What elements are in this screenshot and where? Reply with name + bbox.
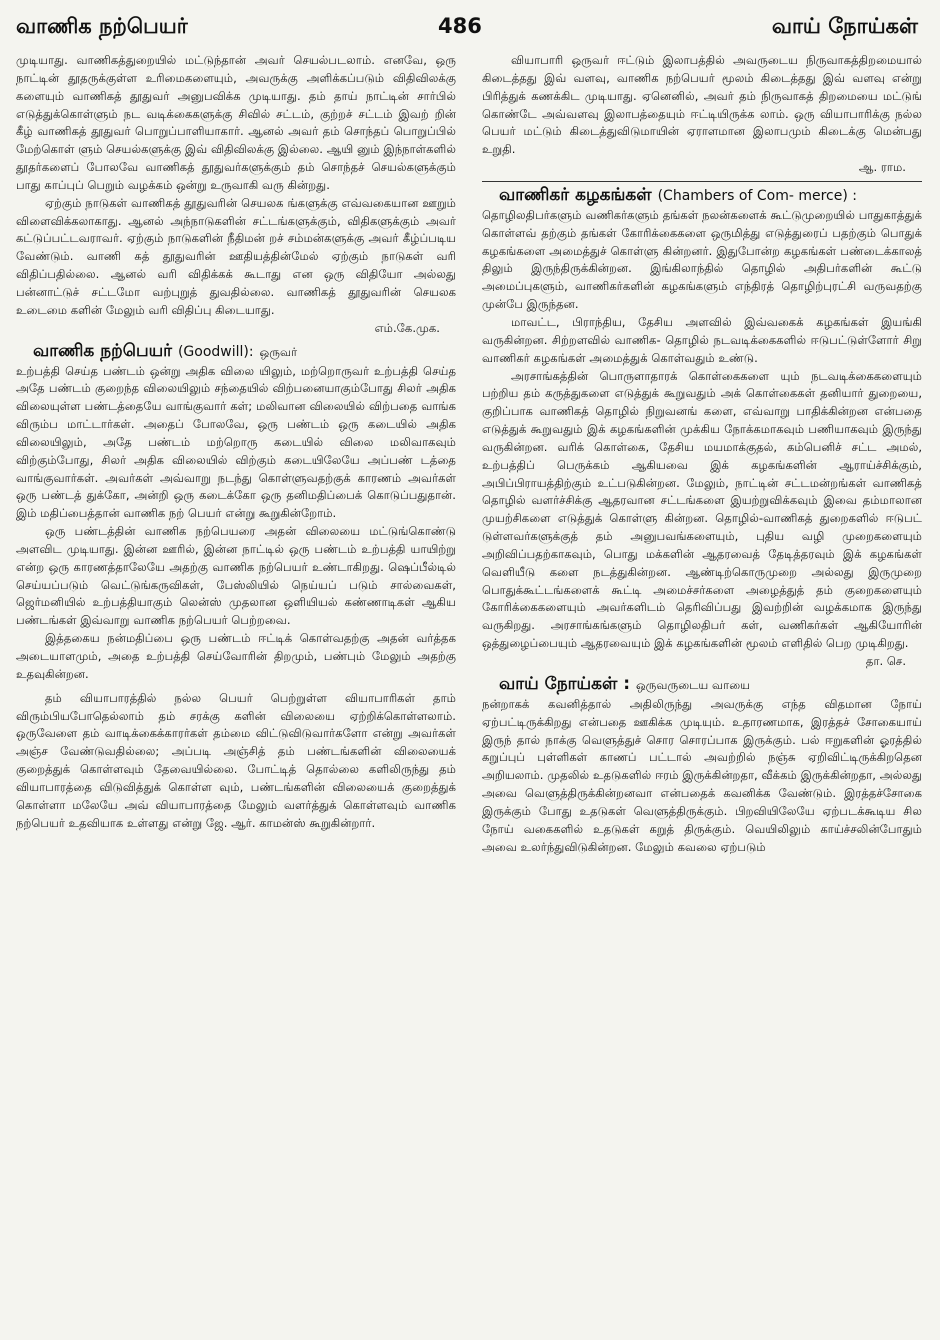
divider bbox=[482, 181, 922, 182]
heading-text: வாணிக நற்பெயர் bbox=[33, 340, 173, 361]
paragraph: நன்றாகக் கவனித்தால் அதிலிருந்து அவருக்கு எந்த விதமான நோய் ஏற்பட்டிருக்கிறது என்பதை ஊகிக்க முடியும். உதாரணமாக, இரத்தச் சோகையாய் இருந் தால் நாக்கு வெளுத்துச் சொர சொரப்பாக இருக்கும். பல் ஈறுகளின் ஓரத்தில் கறுப்புப் புள்ளிகள் காணப் பட்டால் அவற்றில் நஞ்சு ஏறிவிட்டிருக்கிறதென அறியலாம். முதலில் உதடுகளில் ஈரம் இருக்கின்றதா, வீக்கம் இருக்கின்றதா, அல்லது அவை வெளுத்திருக்கின்றனவா என்பதைக் கவனிக்க வேண்டும். இரத்தச்சோகை இருக்கும் போது உதடுகள் வெளுத்திருக்கும். பிறவியிலேயே ஏற்படக்கூடிய சில நோய் வகைகளில் உதடுகள் கறுத் திருக்கும். வெயிலிலும் காய்ச்சலின்போதும் அவை உலர்ந்துவிடுகின்றன. மேலும் கவலை ஏற்படும் bbox=[482, 696, 922, 854]
heading-english: (Chambers of Com- merce) : bbox=[657, 187, 857, 204]
entry-heading-chambers bbox=[482, 184, 922, 207]
author-initials: தா. செ. bbox=[865, 654, 906, 668]
heading-text: வாய் நோய்கள் : bbox=[499, 673, 631, 694]
paragraph: உற்பத்தி செய்த பண்டம் ஒன்று அதிக விலை யிலும், மற்றொருவர் உற்பத்தி செய்த அதே பண்டம் குறைந்த விலையிலும் சந்தையில் விற்பனையாகும்போது சிலர் அதிக விலையுள்ள பண்டத்தையே வாங்குவார் கள்; மலிவான விலையில் விற்பதை வாங்க விரும்ப மாட்டார்கள். அதைப் போலவே, ஒரு பண்டம் ஒரு கடையில் அதிக விலையிலும், அதே பண்டம் மற்றொரு கடையில் விலை மலிவாகவும் விற்கும்போது, சிலர் அதிக விலையில் விற்கும் கடையிலேயே அப்பண் டத்தை வாங்குவார்கள். அவர்கள் அவ்வாறு நடந்து கொள்ளுவதற்குக் காரணம் அவர்கள் ஒரு பண்டத் துக்கோ, அன்றி ஒரு கடைக்கோ ஒரு தனிமதிப்பைக் கொடுப்பதுதான். இம் மதிப்பைத்தான் வாணிக நற் பெயர் என்று கூறுகின்றோம். bbox=[16, 363, 456, 521]
entry-heading-mouth-diseases bbox=[482, 673, 922, 696]
paragraph: ஒரு பண்டத்தின் வாணிக நற்பெயரை அதன் விலையை மட்டுங்கொண்டு அளவிட முடியாது. இன்ன ஊரில், இன்ன நாட்டில் ஒரு பண்டம் உற்பத்தி யாயிற்று என்ற ஒரு காரணத்தாலேயே அதற்கு வாணிக நற்பெயர் உண்டாகிறது. ஷெப்பீல்டில் செய்யப்படும் வெட்டுங்கருவிகள், பேஸ்லியில் நெய்யப் படும் சால்வைகள், ஜெர்மனியில் உற்பத்தியாகும் லென்ஸ் முதலான ஒளியியல் கண்ணாடிகள் ஆகிய பண்டங்கள் இவ்வாறு வாணிக நற்பெயர் பெற்றவை. bbox=[16, 524, 456, 628]
right-column bbox=[482, 52, 922, 1332]
heading-text: வாணிகர் கழகங்கள் bbox=[499, 184, 652, 205]
left-column bbox=[16, 52, 456, 1332]
heading-lead-text: ஒருவருடைய வாயை bbox=[635, 677, 751, 692]
heading-english: (Goodwill): bbox=[177, 343, 254, 360]
page-header bbox=[0, 6, 940, 46]
paragraph: தம் வியாபாரத்தில் நல்ல பெயர் பெற்றுள்ள வியாபாரிகள் தாம் விரும்பியபோதெல்லாம் தம் சரக்கு களின் விலையை ஏற்றிக்கொள்ளலாம். ஒருவேளை தம் வாடிக்கைக்காரர்கள் தம்மை விட்டுவிடுவார்களோ என்று அவர்கள் அஞ்ச வேண்டுவதில்லை; அப்படி அஞ்சித் தம் பண்டங்களின் விலையைக் குறைத்துக் கொள்ளவும் தேவையில்லை. போட்டித் தொல்லை களிலிருந்து தம் வியாபாரத்தை விடுவித்துக் கொள்ள வும், பண்டங்களின் விலையைக் குறைத்துக் கொள்ளா மலேயே அவ் வியாபாரத்தை மேலும் வளர்த்துக் கொள்ளவும் வாணிக நற்பெயர் உதவியாக உள்ளது என்று ஜே. ஆர். காமன்ஸ் கூறுகின்றார். bbox=[16, 690, 456, 830]
paragraph: வியாபாரி ஒருவர் ஈட்டும் இலாபத்தில் அவருடைய நிருவாகத்திறமையால் கிடைத்தது இவ் வளவு, வாணிக நற்பெயர் மூலம் கிடைத்தது இவ் வளவு என்று பிரித்துக் கணக்கிட முடியாது. ஏனெனில், அவர் தம் நிருவாகத் திறமையை மட்டுங் கொண்டே அவ்வளவு இலாபத்தையும் ஈட்டியிருக்க லாம். ஒரு வியாபாரிக்கு நல்ல பெயர் மட்டும் கிடைத்துவிடுமாயின் ஏராளமான இலாபமும் கிடைக்கு மென்பது உறுதி. bbox=[482, 53, 922, 157]
paragraph: அரசாங்கத்தின் பொருளாதாரக் கொள்கைகளை யும் நடவடிக்கைகளையும் பற்றிய தம் கருத்துகளை எடுத்துக் கூறுவதும் அக் கொள்கைகள் தனியார் துறையை, குறிப்பாக வாணிகத் தொழில் நிறுவனங் களை, எவ்வாறு பாதிக்கின்றன என்பதை எடுத்துக் கூறுவதும் இக் கழகங்களின் முக்கிய நோக்கமாகவும் பணியாகவும் இருந்து வருகின்றன. வரிக் கொள்கை, தேசிய மயமாக்குதல், கம்பெனிச் சட்ட அமல், உற்பத்திப் பெருக்கம் ஆகியவை இக் கழகங்களின் ஆராய்ச்சிக்கும், அபிப்பிராயத்திற்கும் உட்படுகின்றன. மேலும், நாட்டின் சட்டமன்றங்கள் வாணிகத் தொழில் வளர்ச்சிக்கு ஆதரவான சட்டங்களை இயற்றுவிக்கவும் இவை தம்மாலான முயற்சிகளை எடுத்துக் கொள்ளு கின்றன. தொழில்-வாணிகத் துறைகளில் ஈடுபட் டுள்ளவர்களுக்குத் தம் அனுபவங்களையும், புதிய வழி முறைகளையும் அறிவிப்பதற்காகவும், பொது மக்களின் ஆதரவைத் தேடித்தரவும் இக் கழகங்கள் வெளியீடு களை நடத்துகின்றன. ஆண்டிற்கொருமுறை அல்லது இருமுறை பொதுக்கூட்டங்களைக் கூட்டி அமைச்சர்களை அழைத்துத் தம் குறைகளையும் கோரிக்கைகளையும் அவர்களிடம் தெரிவிப்பது இவற்றின் வழக்கமாக இருந்து வருகிறது. அரசாங்கங்களும் தொழிலதிபர் கள், வணிகர்கள் ஆகியோரின் ஒத்துழைப்பையும் ஆதரவையும் இக் கழகங்களின் மூலம் எளிதில் பெற முடிகிறது. bbox=[482, 368, 922, 651]
author-initials: எம்.கே.முக. bbox=[374, 320, 440, 335]
paragraph: தொழிலதிபர்களும் வணிகர்களும் தங்கள் நலன்களைக் கூட்டுமுறையில் பாதுகாத்துக் கொள்ளவ் தற்கும் தங்கள் கோரிக்கைகளை ஒருமித்து எடுத்துரைப் பதற்கும் பொதுக் கழகங்களை அமைத்துச் கொள்ளு கின்றனர். இதுபோன்ற கழகங்கள் பண்டைக்காலத் திலும் இருந்திருக்கின்றன. இங்கிலாந்தில் தொழில் அதிபர்களின் கூட்டு அமைப்புகளும், வாணிகர்களின் கழகங்களும் எந்திரத் தொழிற்புரட்சி வருவதற்கு முன்பே இருந்தன. bbox=[482, 207, 922, 312]
running-head-right: வாய் நோய்கள் bbox=[771, 14, 918, 38]
author-initials: ஆ. ராம. bbox=[858, 160, 906, 175]
paragraph: மாவட்ட, பிராந்திய, தேசிய அளவில் இவ்வகைக் கழகங்கள் இயங்கி வருகின்றன. சிற்றளவில் வாணிக- தொழில் நடவடிக்கைகளில் ஈடுபட்டுள்ளோர் சிறு வாணிகர் கழகங்கள் அமைத்துக் கொள்வதும் உண்டு. bbox=[482, 314, 922, 365]
running-head-left: வாணிக நற்பெயர் bbox=[16, 14, 188, 38]
paragraph: இத்தகைய நன்மதிப்பை ஒரு பண்டம் ஈட்டிக் கொள்வதற்கு அதன் வர்த்தக அடையாளமும், அதை உற்பத்தி செய்வோரின் திறமும், பண்பும் மேலும் அதற்கு உதவுகின்றன. bbox=[16, 631, 456, 681]
paragraph: முடியாது. வாணிகத்துறையில் மட்டுந்தான் அவர் செயல்படலாம். எனவே, ஒரு நாட்டின் தூதருக்குள்ள உரிமைகளையும், அவருக்கு அளிக்கப்படும் விதிவிலக்கு களையும் வாணிகத் தூதுவர் அனுபவிக்க முடியாது. தம் தாய் நாட்டின் சார்பில் எடுத்துக்கொள்ளும் நட வடிக்கைகளுக்கு சிவில் சட்டம், குற்றச் சட்டம் இவற் றின் கீழ் வாணிகத் தூதுவர் பொறுப்பாளியாகார். ஆனல் அவர் தம் சொந்தப் பொறுப்பில் மேற்கொள் ளும் செயல்களுக்கு இவ் விதிவிலக்கு இல்லை. ஆயி னும் இந்நாள்களில் தூதர்களைப் போலவே வாணிகத் தூதுவர்களுக்கும் தம் சொந்தச் செயல்களுக்கும் பாது காப்புப் பெறும் வழக்கம் ஒன்று உருவாகி வரு கின்றது. bbox=[16, 53, 456, 192]
heading-lead-text: ஒருவர் bbox=[259, 344, 298, 359]
paragraph: ஏற்கும் நாடுகள் வாணிகத் தூதுவரின் செயலக ங்களுக்கு எவ்வகையான ஊறும் விளைவிக்கலாகாது. ஆனல் அந்நாடுகளின் சட்டங்களுக்கும், விதிகளுக்கும் அவர் கட்டுப்பட்டவராவர். ஏற்கும் நாடுகளின் நீதிமன் றச் சம்மன்களுக்கு அவர் கீழ்ப்படிய வேண்டும். வாணி கத் தூதுவரின் ஊதியத்தின்மேல் ஏற்கும் நாடுகள் வரி விதிப்பதில்லை. ஆனல் வரி விதிக்கக் கூடாது என ஒரு விதியோ அல்லது பன்னாட்டுச் சட்டமோ வற்புறுத் துவதில்லை. வாணிகத் தூதுவரின் செயலக உடைமை களின் மேலும் வரி விதிப்பு கிடையாது. bbox=[16, 195, 456, 317]
entry-heading-goodwill bbox=[16, 340, 456, 363]
page-number: 486 bbox=[438, 14, 482, 38]
